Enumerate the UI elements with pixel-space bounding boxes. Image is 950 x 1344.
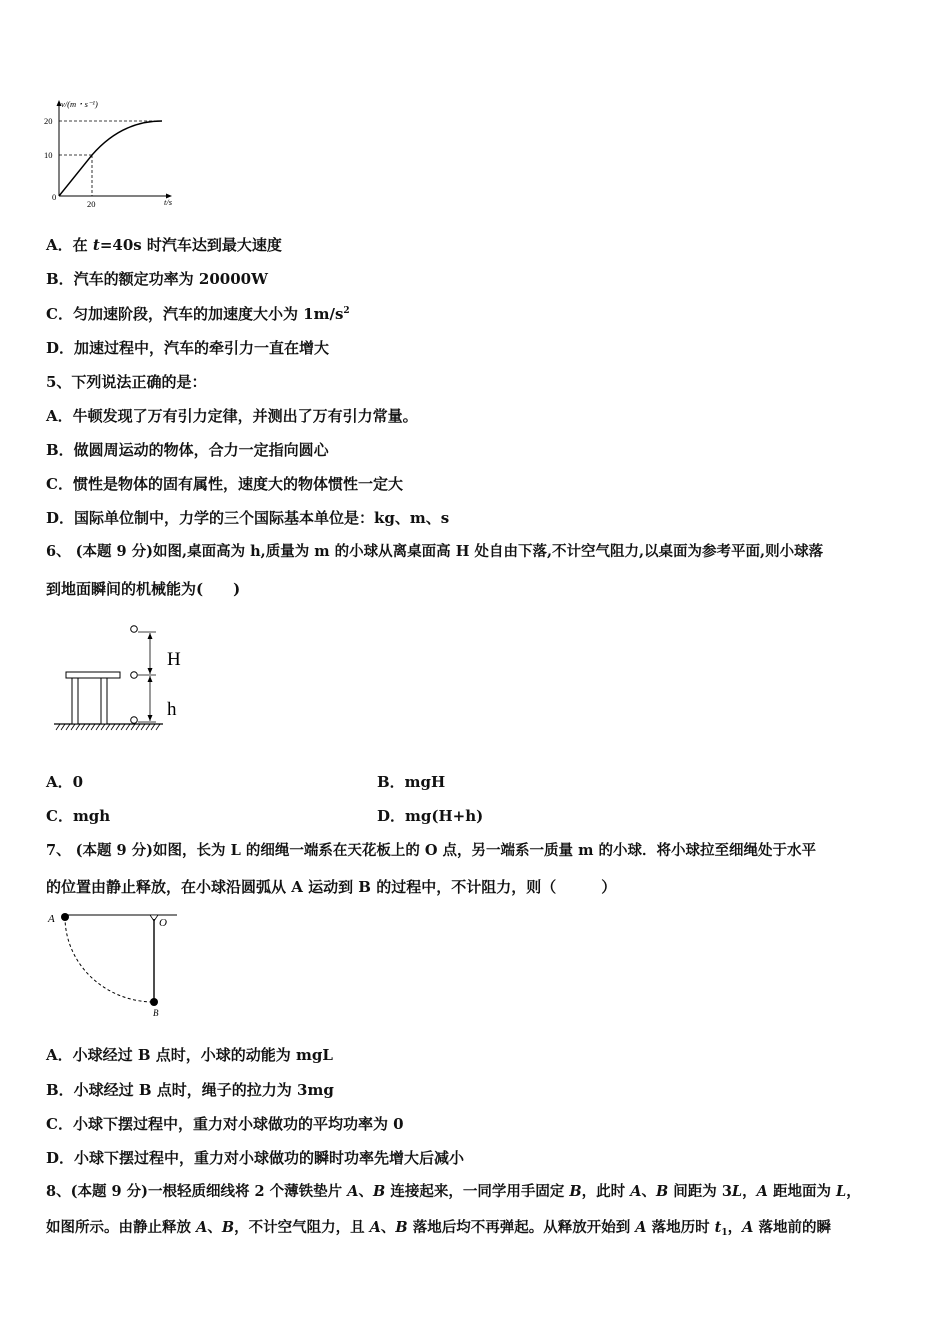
graph-x-tick-20: 20 — [87, 199, 96, 208]
dimension-h-arrow-down — [148, 715, 153, 721]
table-leg-right — [101, 678, 107, 724]
q7-option-b: B．小球经过 B 点时，绳子的拉力为 3mg — [46, 1081, 334, 1099]
table-leg-left — [72, 678, 78, 724]
q5-option-d: D．国际单位制中，力学的三个国际基本单位是：kg、m、s — [46, 509, 450, 527]
graph-y-tick-20: 20 — [44, 116, 53, 126]
label-b: B — [153, 1008, 159, 1018]
arc-path — [65, 917, 154, 1002]
q5-option-b: B．做圆周运动的物体，合力一定指向圆心 — [46, 441, 329, 459]
label-o: O — [159, 917, 167, 929]
q7-stem-line-1: 7、 (本题 9 分)如图，长为 L 的细绳一端系在天花板上的 O 点，另一端系一质量 m 的小球．将小球拉至细绳处于水平 — [46, 842, 816, 859]
ball-top — [131, 626, 138, 633]
ball-b — [150, 998, 158, 1006]
q7-option-a: A．小球经过 B 点时，小球的动能为 mgL — [46, 1046, 333, 1064]
q6-stem-line-1: 6、 (本题 9 分)如图,桌面高为 h,质量为 m 的小球从离桌面高 H 处自由下落,不计空气阻力,以桌面为参考平面,则小球落 — [46, 543, 824, 560]
q4-option-c: C．匀加速阶段，汽车的加速度大小为 $1m/s^2$ — [46, 305, 350, 323]
q6-option-d: D．mg(H+h) — [377, 807, 484, 825]
dimension-H-arrow-down — [148, 668, 153, 674]
velocity-time-graph — [40, 96, 185, 208]
q6-option-c: C．mgh — [46, 807, 111, 825]
q5-option-c: C．惯性是物体的固有属性，速度大的物体惯性一定大 — [46, 475, 403, 493]
dimension-h-arrow-up — [148, 676, 153, 682]
label-H: H — [167, 649, 181, 670]
q4-option-b: B．汽车的额定功率为 20000W — [46, 270, 268, 288]
q8-stem-line-2: 如图所示。由静止释放 A、B，不计空气阻力，且 A、B 落地后均不再弹起。从释放开始到 A 落地历时 $t_1$，A 落地前的瞬 — [46, 1219, 831, 1238]
dimension-H-arrow-up — [148, 633, 153, 639]
q7-option-c: C．小球下摆过程中，重力对小球做功的平均功率为 0 — [46, 1115, 404, 1133]
q7-option-d: D．小球下摆过程中，重力对小球做功的瞬时功率先增大后减小 — [46, 1149, 465, 1167]
table-top — [66, 672, 120, 678]
graph-velocity-curve — [59, 121, 162, 196]
table-ball-figure — [50, 620, 195, 738]
q4-option-d: D．加速过程中，汽车的牵引力一直在增大 — [46, 339, 330, 357]
q4-option-a: A．在 t=40s 时汽车达到最大速度 — [46, 236, 282, 254]
label-a: A — [48, 913, 55, 925]
graph-y-axis-label: v/(m・s⁻¹) — [61, 99, 98, 109]
ground-hatching — [56, 724, 160, 730]
q6-option-a: A．0 — [46, 773, 84, 791]
label-h: h — [167, 699, 177, 720]
graph-origin-label: 0 — [52, 192, 57, 202]
q7-stem-line-2: 的位置由静止释放，在小球沿圆弧从 A 运动到 B 的过程中，不计阻力，则（ ） — [46, 878, 617, 896]
pendulum-figure — [44, 906, 184, 1018]
q6-option-b: B．mgH — [377, 773, 446, 791]
q5-option-a: A．牛顿发现了万有引力定律，并测出了万有引力常量。 — [46, 407, 418, 425]
ball-table-level — [131, 672, 138, 679]
graph-x-axis-label: t/s — [164, 197, 173, 207]
q5-stem: 5、下列说法正确的是： — [46, 373, 207, 391]
ball-a — [61, 913, 69, 921]
q6-stem-line-2: 到地面瞬间的机械能为( ) — [46, 580, 241, 598]
graph-y-tick-10: 10 — [44, 150, 53, 160]
ball-ground — [131, 717, 138, 724]
q8-stem-line-1: 8、(本题 9 分)一根轻质细线将 2 个薄铁垫片 A、B 连接起来，一同学用手固定 B，此时 A、B 间距为 3L，A 距地面为 L， — [46, 1183, 861, 1200]
